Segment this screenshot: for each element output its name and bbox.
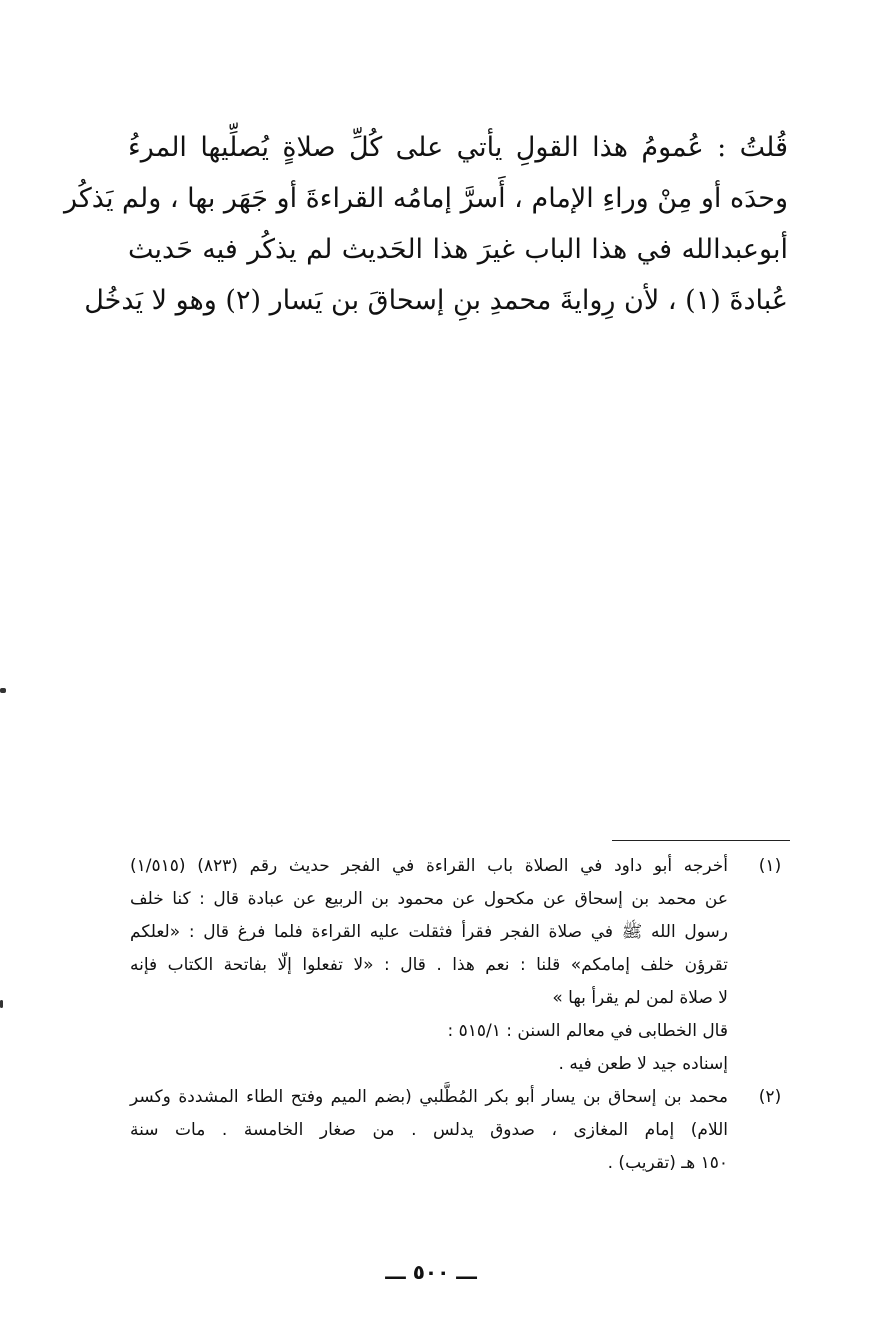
footnote-line: رسول الله ﷺ في صلاة الفجر فقرأ فثقلت عليه القراءة فلما فرغ قال : «لعلكم <box>130 922 728 942</box>
footnote-number: (١) <box>758 856 782 876</box>
main-text-line: قُلتُ : عُمومُ هذا القولِ يأتي على كُلِّ صلاةٍ يُصلِّيها المرءُ <box>128 132 788 163</box>
footnote-line: إسناده جيد لا طعن فيه . <box>558 1054 728 1074</box>
footnote-separator <box>612 840 790 841</box>
margin-mark <box>0 1000 3 1008</box>
main-text-line: أبوعبدالله في هذا الباب غيرَ هذا الحَديث لم يذكُر فيه حَديث <box>128 234 788 265</box>
footnote-number: (٢) <box>758 1087 782 1107</box>
footnote-line: محمد بن إسحاق بن يسار أبو بكر المُطَّلبي (بضم الميم وفتح الطاء المشددة وكسر <box>130 1087 728 1107</box>
footnotes <box>130 850 792 1180</box>
footnote-1 <box>130 850 792 1081</box>
main-text-line: وحدَه أو مِنْ وراءِ الإمام ، أَسرَّ إمامُه القراءةَ أو جَهَر بها ، ولم يَذكُر <box>64 183 788 214</box>
footnote-line: تقرؤن خلف إمامكم» قلنا : نعم هذا . قال : «لا تفعلوا إلّا بفاتحة الكتاب فإنه <box>130 955 728 975</box>
footnote-line: عن محمد بن إسحاق عن مكحول عن محمود بن الربيع عن عبادة قال : كنا خلف <box>130 889 728 909</box>
footnote-2 <box>130 1081 792 1180</box>
footnote-line: لا صلاة لمن لم يقرأ بها » <box>552 988 728 1008</box>
footnote-line: ١٥٠ هـ (تقريب) . <box>607 1153 728 1173</box>
main-text <box>64 122 788 326</box>
footnote-line: أخرجه أبو داود في الصلاة باب القراءة في الفجر حديث رقم (٨٢٣) (١/٥١٥) <box>130 856 728 876</box>
page-number: ـــ ٥٠٠ ـــ <box>385 1260 477 1284</box>
footnote-line: قال الخطابى في معالم السنن : ٥١٥/١ : <box>447 1021 728 1041</box>
margin-mark <box>0 688 6 693</box>
footnote-line: اللام) إمام المغازى ، صدوق يدلس . من صغار الخامسة . مات سنة <box>130 1120 728 1140</box>
main-text-line: عُبادةَ (١) ، لأن رِوايةَ محمدِ بنِ إسحاقَ بن يَسار (٢) وهو لا يَدخُل <box>84 285 788 316</box>
